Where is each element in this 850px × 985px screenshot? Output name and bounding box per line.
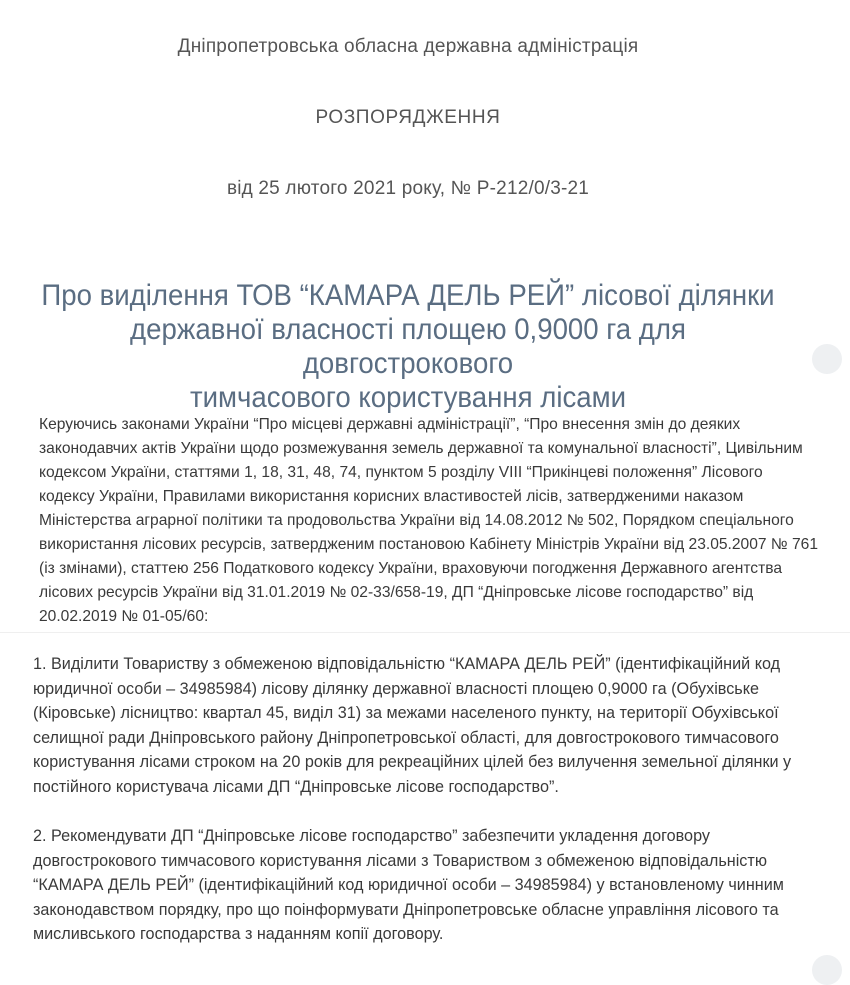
document-date-number: від 25 лютого 2021 року, № Р-212/0/3-21 [226, 178, 590, 199]
document-title [33, 279, 784, 415]
organization-name: Дніпропетровська обласна державна адміністрація [177, 36, 639, 57]
scroll-hint-icon [812, 955, 842, 985]
order-item-2: 2. Рекомендувати ДП “Дніпровське лісове господарство” забезпечити укладення договору довгострокового тимчасового користування лісами з Товариством з обмеженою відповідальністю “КАМАРА ДЕЛЬ РЕЙ” (ідентифікаційний код юридичної особи – 34985984) у встановленому чинним законодавством порядку, про що поінформувати Дніпропетровське обласне управління лісового та мисливського господарства з наданням копії договору. [33, 827, 784, 943]
title-line: тимчасового користування лісами [189, 381, 627, 414]
order-item-1: 1. Виділити Товариству з обмеженою відповідальністю “КАМАРА ДЕЛЬ РЕЙ” (ідентифікаційний код юридичної особи – 34985984) лісову ділянку державної власності площею 0,9000 га (Обухівське (Кіровське) лісництво: квартал 45, виділ 31) за межами населеного пункту, на території Обухівської селищної ради Дніпровського району Дніпропетровської області, для довгострокового тимчасового користування лісами строком на 20 років для рекреаційних цілей без вилучення земельної ділянки у постійного користувача лісами ДП “Дніпровське лісове господарство”. [33, 655, 792, 796]
document-type: РОЗПОРЯДЖЕННЯ [315, 107, 501, 128]
preamble-paragraph: Керуючись законами України “Про місцеві державні адміністрації”, “Про внесення змін до деяких законодавчих актів України щодо розмежування земель державної та комунальної власності”, Цивільним кодексом України, статтями 1, 18, 31, 48, 74, пунктом 5 розділу VIII “Прикінцеві положення” Лісового кодексу України, Правилами використання корисних властивостей лісів, затвердженими наказом Міністерства аграрної політики та продовольства України від 14.08.2012 № 502, Порядком спеціального використання лісових ресурсів, затвердженим постановою Кабінету Міністрів України від 23.05.2007 № 761 (із змінами), статтею 256 Податкового кодексу України, враховуючи погодження Державного агентства лісових ресурсів України від 31.01.2019 № 02-33/658-19, ДП “Дніпровське лісове господарство” від 20.02.2019 № 01-05/60: [39, 416, 818, 625]
scroll-hint-icon [812, 344, 842, 374]
divider [0, 632, 850, 633]
title-line: Про виділення ТОВ “КАМАРА ДЕЛЬ РЕЙ” лісової ділянки [41, 279, 775, 312]
title-line: державної власності площею 0,9000 га для довгострокового [130, 313, 686, 380]
